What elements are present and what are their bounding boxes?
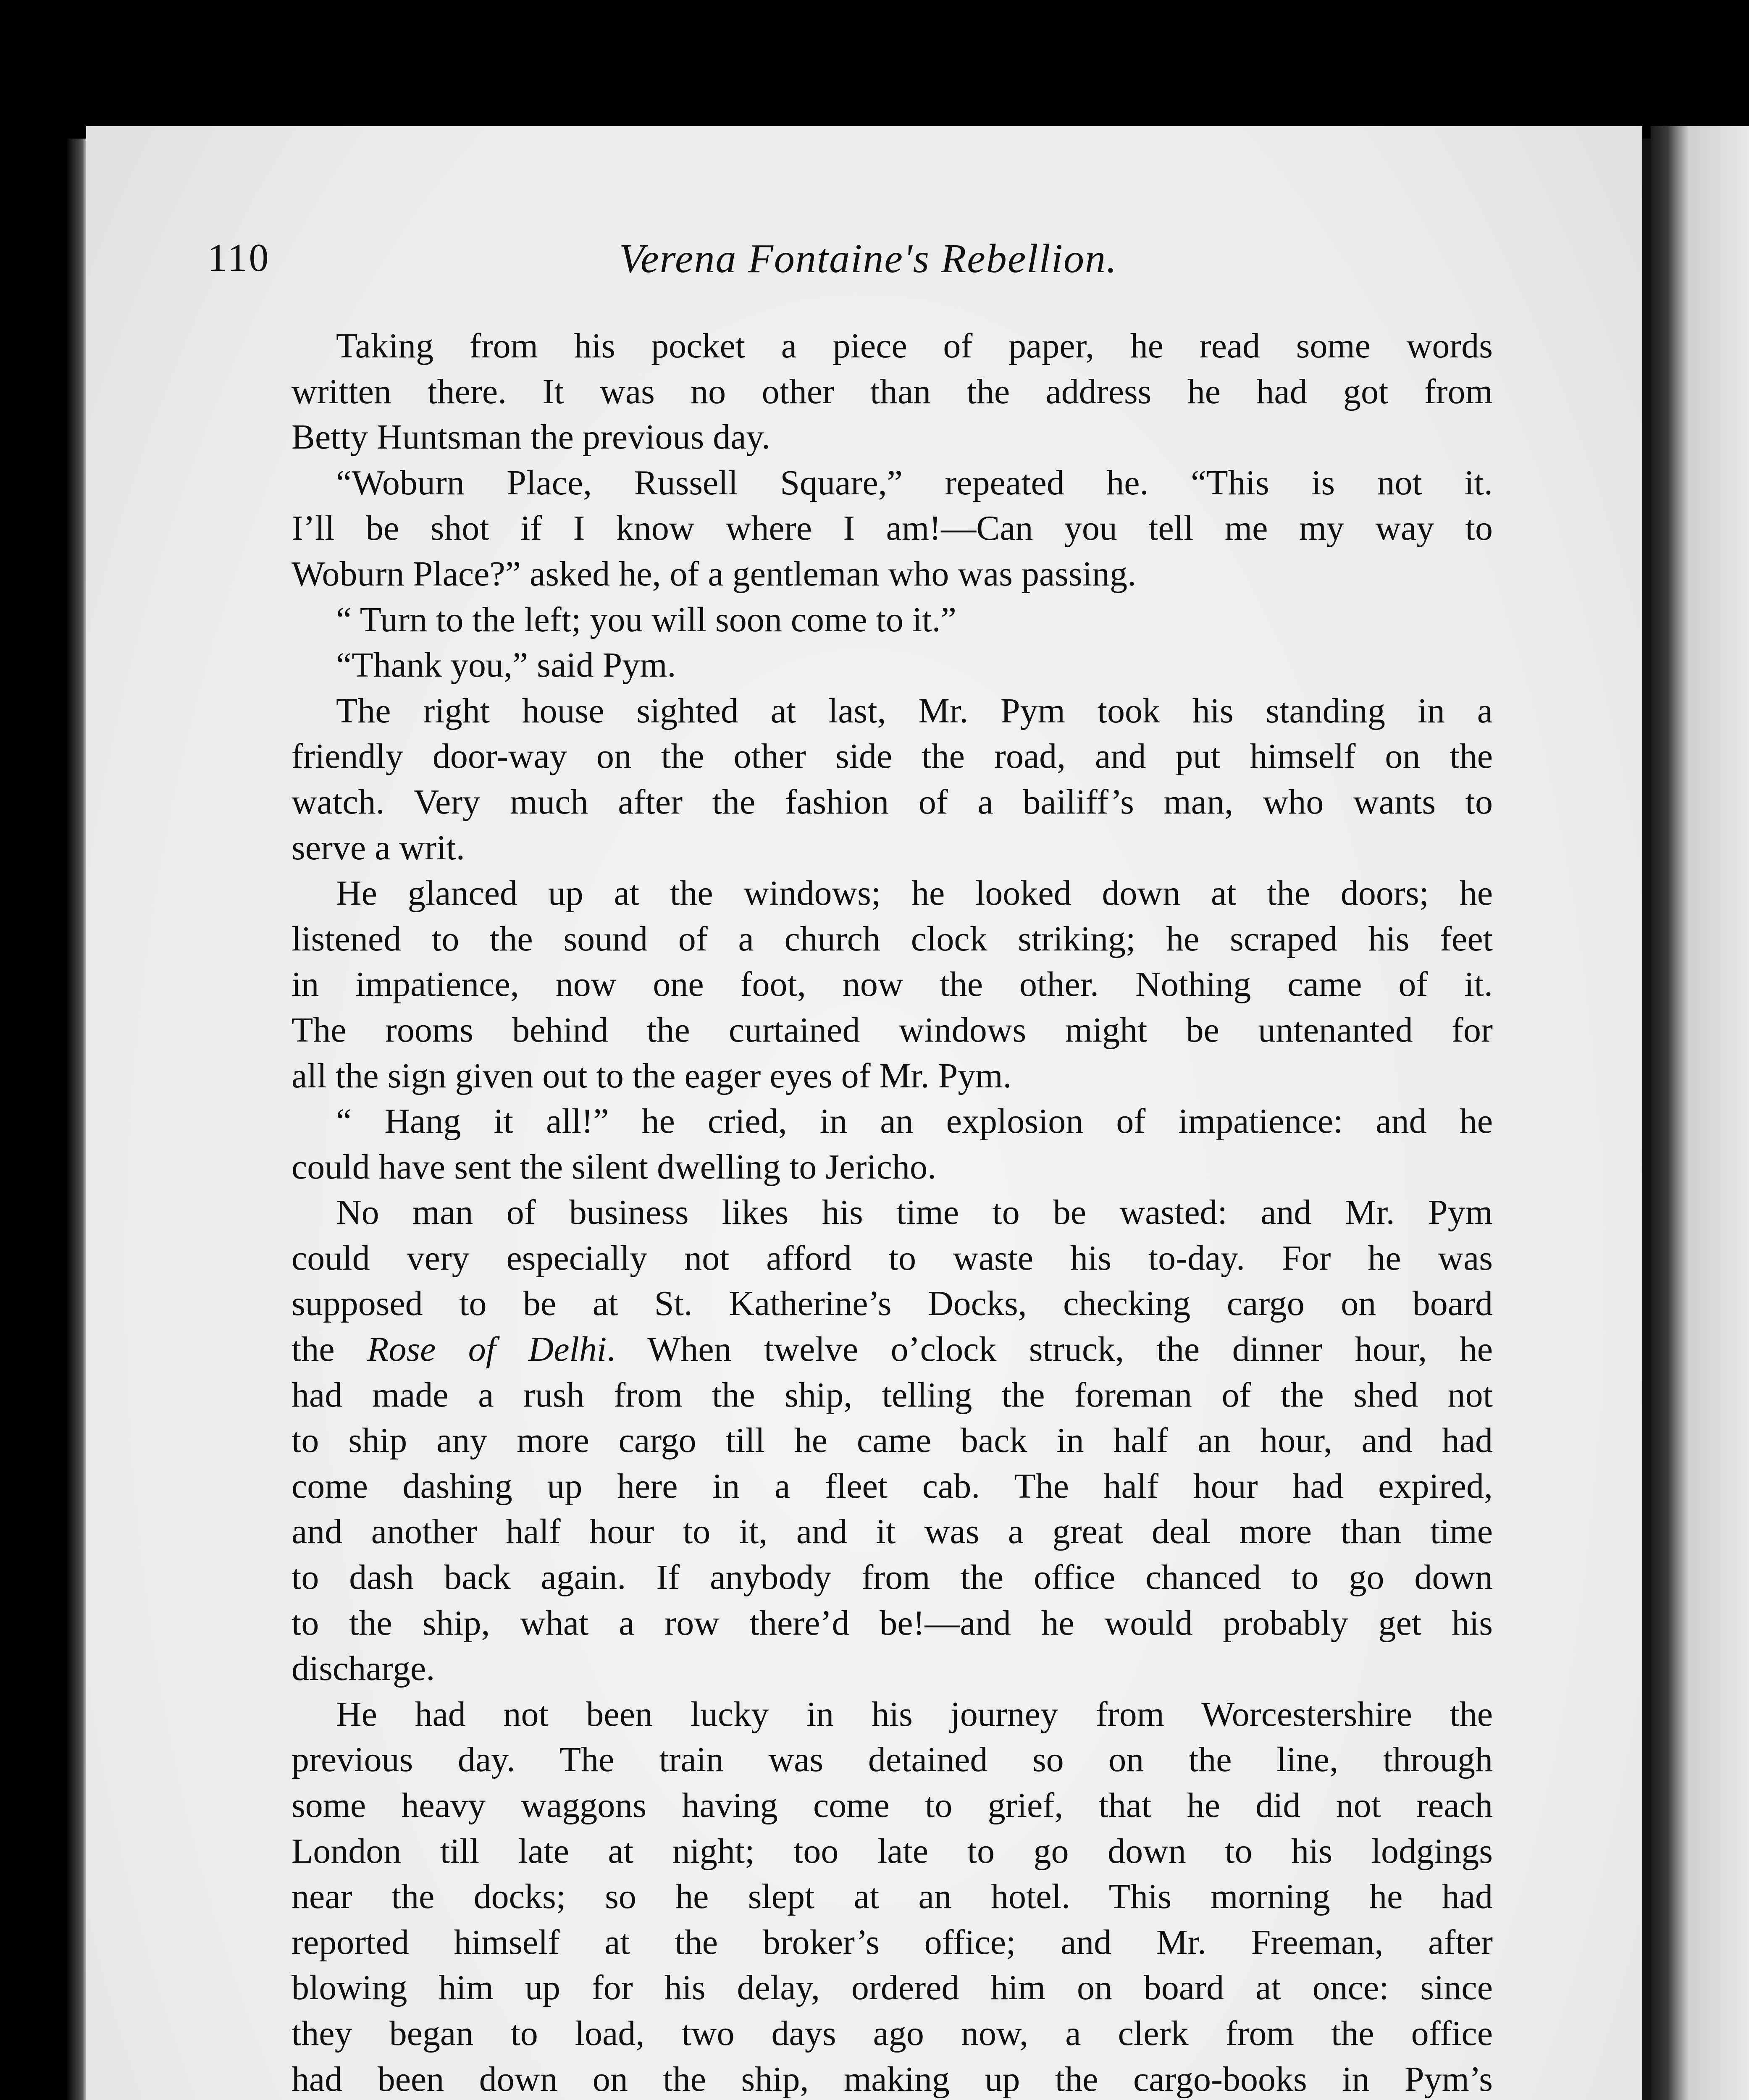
text-line: The right house sighted at last, Mr. Pym took his standing in a [336,691,1493,730]
text-line: to the ship, what a row there’d be!—and he would probably get his [292,1603,1493,1643]
text-line: He had not been lucky in his journey from Worcestershire the [336,1694,1493,1734]
text-line: “ Turn to the left; you will soon come to it.” [336,600,956,639]
page-header [207,235,1493,294]
text-line: blowing him up for his delay, ordered him on board at once: since [292,1968,1493,2008]
scan-background [0,0,1749,126]
text-line: discharge. [292,1649,435,1688]
text-line: had made a rush from the ship, telling the foreman of the shed not [292,1375,1493,1415]
text-line: “ Hang it all!” he cried, in an explosion of impatience: and he [336,1102,1493,1141]
text-line: serve a writ. [292,828,465,867]
text-line: He glanced up at the windows; he looked down at the doors; he [336,874,1493,913]
text-line: they began to load, two days ago now, a clerk from the office [292,2013,1493,2053]
text-line: the Rose of Delhi. When twelve o’clock struck, the dinner hour, he [292,1330,1493,1369]
text-line: previous day. The train was detained so on the line, through [292,1740,1493,1780]
text-line: “Woburn Place, Russell Square,” repeated he. “This is not it. [336,463,1493,502]
text-line: watch. Very much after the fashion of a bailiff’s man, who wants to [292,782,1493,822]
text-line: friendly door-way on the other side the road, and put himself on the [292,737,1493,776]
body-text [292,323,1493,2100]
text-line: Taking from his pocket a piece of paper, he read some words [336,326,1493,365]
text-line: all the sign given out to the eager eyes of Mr. Pym. [292,1056,1012,1095]
text-line: London till late at night; too late to go down to his lodgings [292,1831,1493,1871]
text-line: Woburn Place?” asked he, of a gentleman who was passing. [292,554,1136,593]
ship-name: Rose of Delhi [367,1330,607,1369]
text-line: “Thank you,” said Pym. [336,646,676,685]
text-line: come dashing up here in a fleet cab. The half hour had expired, [292,1466,1493,1506]
page-left-edge [67,139,86,2100]
text-line: some heavy waggons having come to grief, that he did not reach [292,1786,1493,1825]
running-title: Verena Fontaine's Rebellion. [619,236,1118,281]
text-line: in impatience, now one foot, now the other. Nothing came of it. [292,965,1493,1004]
page-number: 110 [207,236,270,280]
text-line: could very especially not afford to waste his to-day. For he was [292,1238,1493,1278]
text-line: supposed to be at St. Katherine’s Docks, checking cargo on board [292,1284,1493,1323]
text-line: and another half hour to it, and it was a great deal more than time [292,1512,1493,1551]
text-line: The rooms behind the curtained windows might be untenanted for [292,1010,1493,1050]
text-line: Betty Huntsman the previous day. [292,417,771,457]
text-line: to dash back again. If anybody from the office chanced to go down [292,1558,1493,1597]
text-line: had been down on the ship, making up the cargo-books in Pym’s [292,2059,1493,2099]
text-line: written there. It was no other than the address he had got from [292,372,1493,411]
text-line: I’ll be shot if I know where I am!—Can you tell me my way to [292,509,1493,548]
text-line: could have sent the silent dwelling to Jericho. [292,1147,936,1186]
next-page-sliver [1651,126,1749,2100]
text-line: No man of business likes his time to be wasted: and Mr. Pym [336,1193,1493,1232]
text-line: near the docks; so he slept at an hotel. This morning he had [292,1877,1493,1916]
text-line: to ship any more cargo till he came back in half an hour, and had [292,1421,1493,1460]
text-line: reported himself at the broker’s office; and Mr. Freeman, after [292,1922,1493,1962]
text-line: listened to the sound of a church clock striking; he scraped his feet [292,919,1493,958]
